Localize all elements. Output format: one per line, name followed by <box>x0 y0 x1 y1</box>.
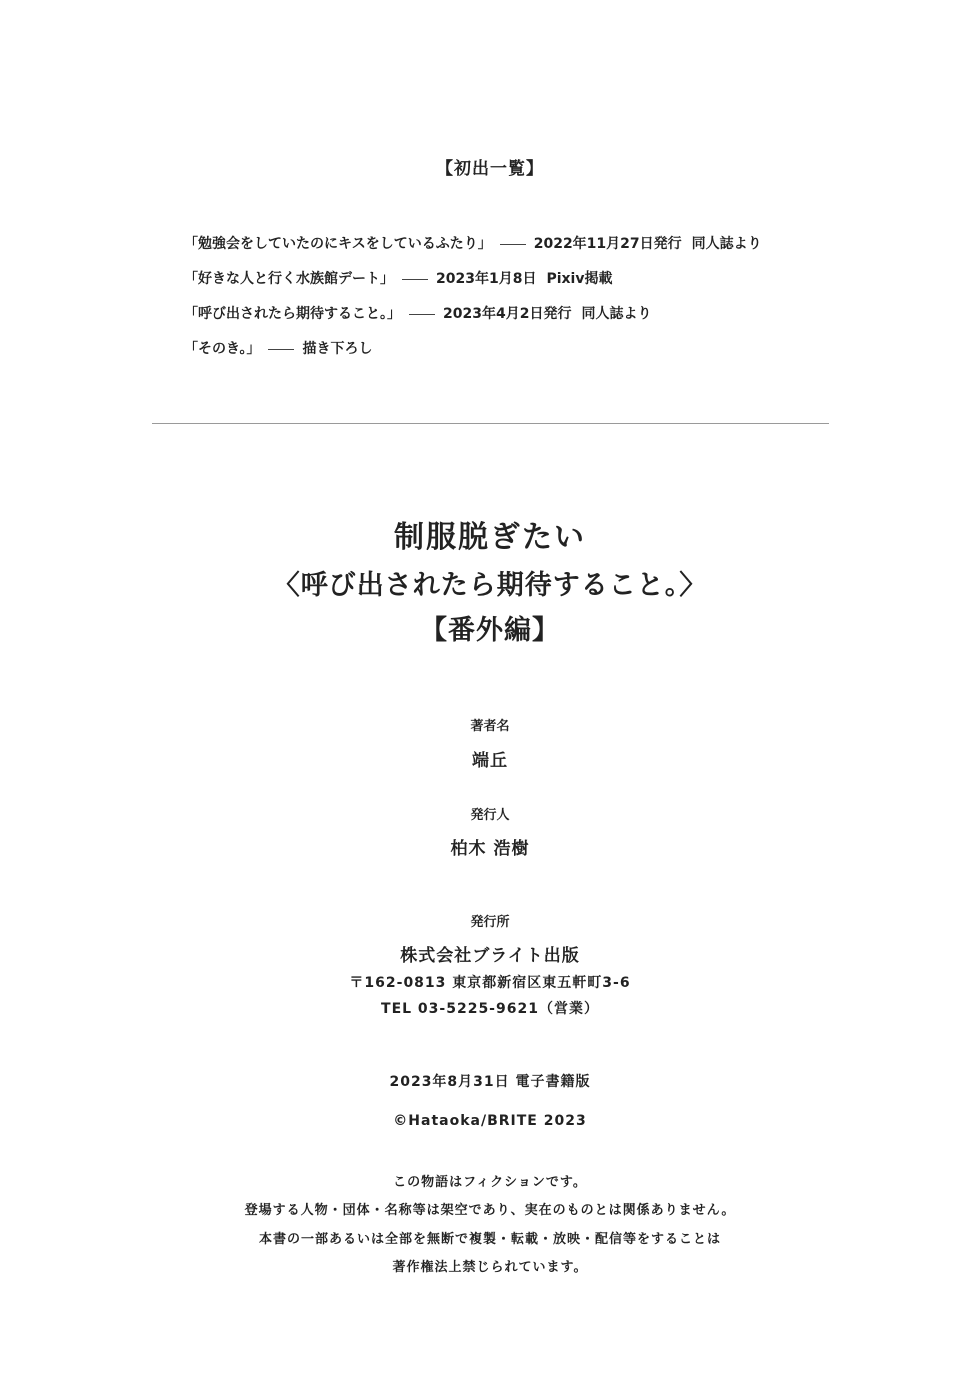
publisher-person-label: 発行人 <box>470 808 510 823</box>
first-appearance-heading: 【初出一覧】 <box>436 159 544 179</box>
section-divider <box>152 423 829 424</box>
work-title: 「勉強会をしていたのにキスをしているふたり」 <box>184 236 492 252</box>
dash-divider <box>500 244 526 245</box>
work-source: 描き下ろし <box>302 341 373 357</box>
first-appearance-list <box>184 234 762 374</box>
release-date: 2023年8月31日 電子書籍版 <box>389 1074 591 1090</box>
book-title: 制服脱ぎたい <box>394 520 586 555</box>
publisher-tel: TEL 03-5225-9621（営業） <box>381 1001 599 1017</box>
work-title: 「そのき。」 <box>184 341 261 357</box>
work-source: 同人誌より <box>581 306 652 322</box>
author-name: 端丘 <box>472 751 508 771</box>
list-item <box>184 304 762 339</box>
book-subtitle: 〈呼び出されたら期待すること。〉 <box>272 570 708 601</box>
list-item <box>184 339 762 374</box>
author-label: 著者名 <box>470 719 510 734</box>
publisher-address: 〒162-0813 東京都新宿区東五軒町3-6 <box>349 975 631 991</box>
publisher-person-name: 柏木 浩樹 <box>450 839 530 859</box>
work-date: 2023年1月8日 <box>436 271 537 287</box>
work-date: 2022年11月27日発行 <box>533 236 682 252</box>
notice-line: 著作権法上禁じられています。 <box>392 1260 588 1275</box>
publisher-name: 株式会社ブライト出版 <box>400 946 580 966</box>
list-item <box>184 269 762 304</box>
copyright: ©Hataoka/BRITE 2023 <box>393 1113 587 1129</box>
work-source: 同人誌より <box>691 236 762 252</box>
dash-divider <box>409 314 435 315</box>
dash-divider <box>402 279 428 280</box>
work-date: 2023年4月2日発行 <box>443 306 572 322</box>
book-edition: 【番外編】 <box>420 615 560 646</box>
notice-line: 登場する人物・団体・名称等は架空であり、実在のものとは関係ありません。 <box>244 1203 736 1218</box>
work-source: Pixiv掲載 <box>546 271 613 287</box>
notice-line: 本書の一部あるいは全部を無断で複製・転載・放映・配信等をすることは <box>258 1232 721 1247</box>
dash-divider <box>268 349 294 350</box>
work-title: 「呼び出されたら期待すること。」 <box>184 306 401 322</box>
publisher-label: 発行所 <box>470 915 510 930</box>
list-item <box>184 234 762 269</box>
notice-line: この物語はフィクションです。 <box>393 1175 587 1190</box>
work-title: 「好きな人と行く水族館デート」 <box>184 271 394 287</box>
